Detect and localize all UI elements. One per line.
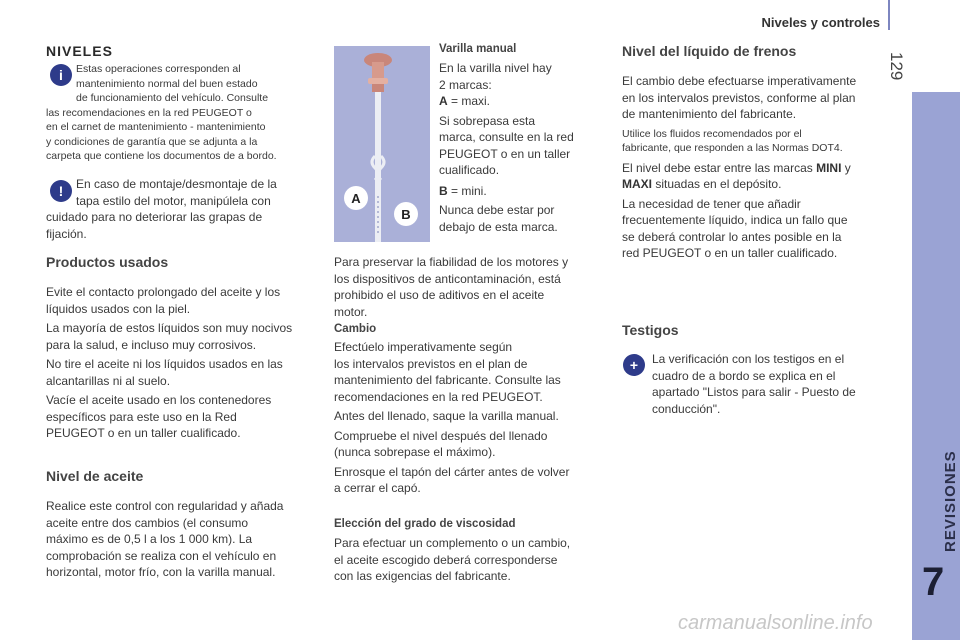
page-number: 129 xyxy=(887,52,906,81)
varilla-line: debajo de esta marca. xyxy=(439,219,558,234)
testigos-line: cuadro de a bordo se explica en el xyxy=(652,368,836,383)
varilla-title: Varilla manual xyxy=(439,43,517,55)
varilla-line: marca, consulte en la red xyxy=(439,130,574,144)
frenos-line: fabricante, que responden a las Normas DOT4. xyxy=(622,142,843,154)
frenos-level-text: El nivel debe estar entre las marcas xyxy=(622,160,817,175)
mark-b-letter: B xyxy=(439,183,448,198)
frenos-level-text: y xyxy=(841,160,851,175)
frenos-line: La necesidad de tener que añadir xyxy=(622,196,801,211)
cambio-title: Cambio xyxy=(334,323,377,335)
preservar-line: Para preservar la fiabilidad de los motores y xyxy=(334,255,569,269)
productos-title: Productos usados xyxy=(46,254,169,270)
chapter-tab-label: REVISIONES xyxy=(942,450,959,552)
varilla-line: En la varilla nivel hay xyxy=(439,61,552,75)
testigos-line: conducción". xyxy=(652,401,721,416)
aceite-line: aceite entre dos cambios (el consumo xyxy=(46,515,249,530)
cambio-line: Antes del llenado, saque la varilla manual. xyxy=(334,409,559,423)
productos-line: para la salud, e incluso muy corrosivos. xyxy=(46,337,257,352)
niveles-title: NIVELES xyxy=(46,43,113,59)
cambio-line: mantenimiento del fabricante. Consulte las xyxy=(334,373,561,387)
chapter-number: 7 xyxy=(922,560,945,604)
testigos-title: Testigos xyxy=(622,322,679,338)
cambio-line: Efectúelo imperativamente según xyxy=(334,340,513,354)
viscosidad-line: Para efectuar un complemento o un cambio, xyxy=(334,536,571,550)
productos-line: La mayoría de estos líquidos son muy nocivos xyxy=(46,321,293,335)
testigos-line: La verificación con los testigos en el xyxy=(652,352,845,366)
cambio-line: los intervalos previstos en el plan de xyxy=(334,356,528,371)
preservar-line: prohibido el uso de aditivos en el aceite xyxy=(334,288,545,302)
warning-line: cuidado para no deteriorar las grapas de xyxy=(46,210,263,224)
varilla-line: PEUGEOT o en un taller xyxy=(439,146,571,161)
header-divider xyxy=(888,0,890,30)
info-line: mantenimiento normal del buen estado xyxy=(76,77,258,90)
page-header-title: Niveles y controles xyxy=(761,15,880,30)
aceite-title: Nivel de aceite xyxy=(46,468,144,484)
productos-line: PEUGEOT o en un taller cualificado. xyxy=(46,426,241,440)
preservar-line: motor. xyxy=(334,304,368,319)
mark-b-label: B xyxy=(394,202,418,226)
dipstick-illustration xyxy=(334,46,430,242)
varilla-line: 2 marcas: xyxy=(439,77,492,92)
aceite-line: comprobación se realiza con el vehículo en xyxy=(46,548,277,563)
mark-a-label: A xyxy=(344,186,368,210)
frenos-title: Nivel del líquido de frenos xyxy=(622,43,797,59)
varilla-line: cualificado. xyxy=(439,163,500,177)
aceite-line: Realice este control con regularidad y añada xyxy=(46,499,284,513)
mark-a-text: = maxi. xyxy=(447,94,491,108)
varilla-line: Nunca debe estar por xyxy=(439,203,555,217)
info-icon: i xyxy=(50,64,72,86)
chapter-side-tab xyxy=(912,92,960,640)
productos-line: No tire el aceite ni los líquidos usados en las xyxy=(46,357,283,371)
viscosidad-title: Elección del grado de viscosidad xyxy=(334,518,516,530)
frenos-line: red PEUGEOT o en un taller cualificado. xyxy=(622,246,838,260)
cambio-line: recomendaciones en la red PEUGEOT. xyxy=(334,389,543,404)
testigos-line: apartado "Listos para salir - Puesto de xyxy=(652,385,856,399)
preservar-line: los dispositivos de anticontaminación, está xyxy=(334,271,561,286)
frenos-line: se deberá controlar lo antes posible en la xyxy=(622,229,842,244)
warning-line: fijación. xyxy=(46,226,87,241)
frenos-line: en los intervalos previstos, conforme al plan xyxy=(622,90,856,105)
cambio-line: Enrosque el tapón del cárter antes de volver xyxy=(334,464,570,479)
cambio-line: (nunca sobrepase el máximo). xyxy=(334,445,496,459)
viscosidad-line: el aceite escogido deberá corresponderse xyxy=(334,552,558,567)
productos-line: específicos para este uso en la Red xyxy=(46,409,237,424)
frenos-line: Utilice los fluidos recomendados por el xyxy=(622,127,802,140)
cambio-line: a cerrar el capó. xyxy=(334,481,421,495)
viscosidad-line: con las exigencias del fabricante. xyxy=(334,569,511,583)
info-line: de funcionamiento del vehículo. Consulte xyxy=(76,92,269,104)
frenos-line: frecuentemente líquido, indica un fallo que xyxy=(622,213,848,227)
warning-line: En caso de montaje/desmontaje de la xyxy=(76,177,277,191)
info-line: las recomendaciones en la red PEUGEOT o xyxy=(46,106,252,119)
mark-a-letter: A xyxy=(439,94,448,108)
productos-line: líquidos usados con la piel. xyxy=(46,301,191,316)
watermark: carmanualsonline.info xyxy=(678,612,873,634)
info-line: y condiciones de garantía que se adjunta a la xyxy=(46,135,258,148)
plus-icon: + xyxy=(623,354,645,376)
mini-mark: MINI xyxy=(816,160,842,175)
cambio-line: Compruebe el nivel después del llenado xyxy=(334,428,548,443)
maxi-mark: MAXI xyxy=(622,177,652,191)
frenos-line: de mantenimiento del fabricante. xyxy=(622,107,797,121)
productos-line: Vacíe el aceite usado en los contenedores xyxy=(46,393,272,407)
varilla-line: Si sobrepasa esta xyxy=(439,113,536,128)
aceite-line: horizontal, motor frío, con la varilla manual. xyxy=(46,565,276,579)
info-line: Estas operaciones corresponden al xyxy=(76,63,241,75)
warning-icon: ! xyxy=(50,180,72,202)
frenos-line: El cambio debe efectuarse imperativamente xyxy=(622,74,857,88)
mark-b-text: = mini. xyxy=(447,183,487,198)
warning-line: tapa estilo del motor, manipúlela con xyxy=(76,193,271,208)
productos-line: Evite el contacto prolongado del aceite y los xyxy=(46,285,281,299)
productos-line: alcantarillas ni al suelo. xyxy=(46,373,171,388)
frenos-level-text: situadas en el depósito. xyxy=(652,177,782,191)
info-line: en el carnet de mantenimiento - mantenimiento xyxy=(46,121,266,133)
info-line: carpeta que contiene los documentos de a bordo. xyxy=(46,150,277,162)
aceite-line: máximo es de 0,5 l a los 1 000 km). La xyxy=(46,532,253,546)
